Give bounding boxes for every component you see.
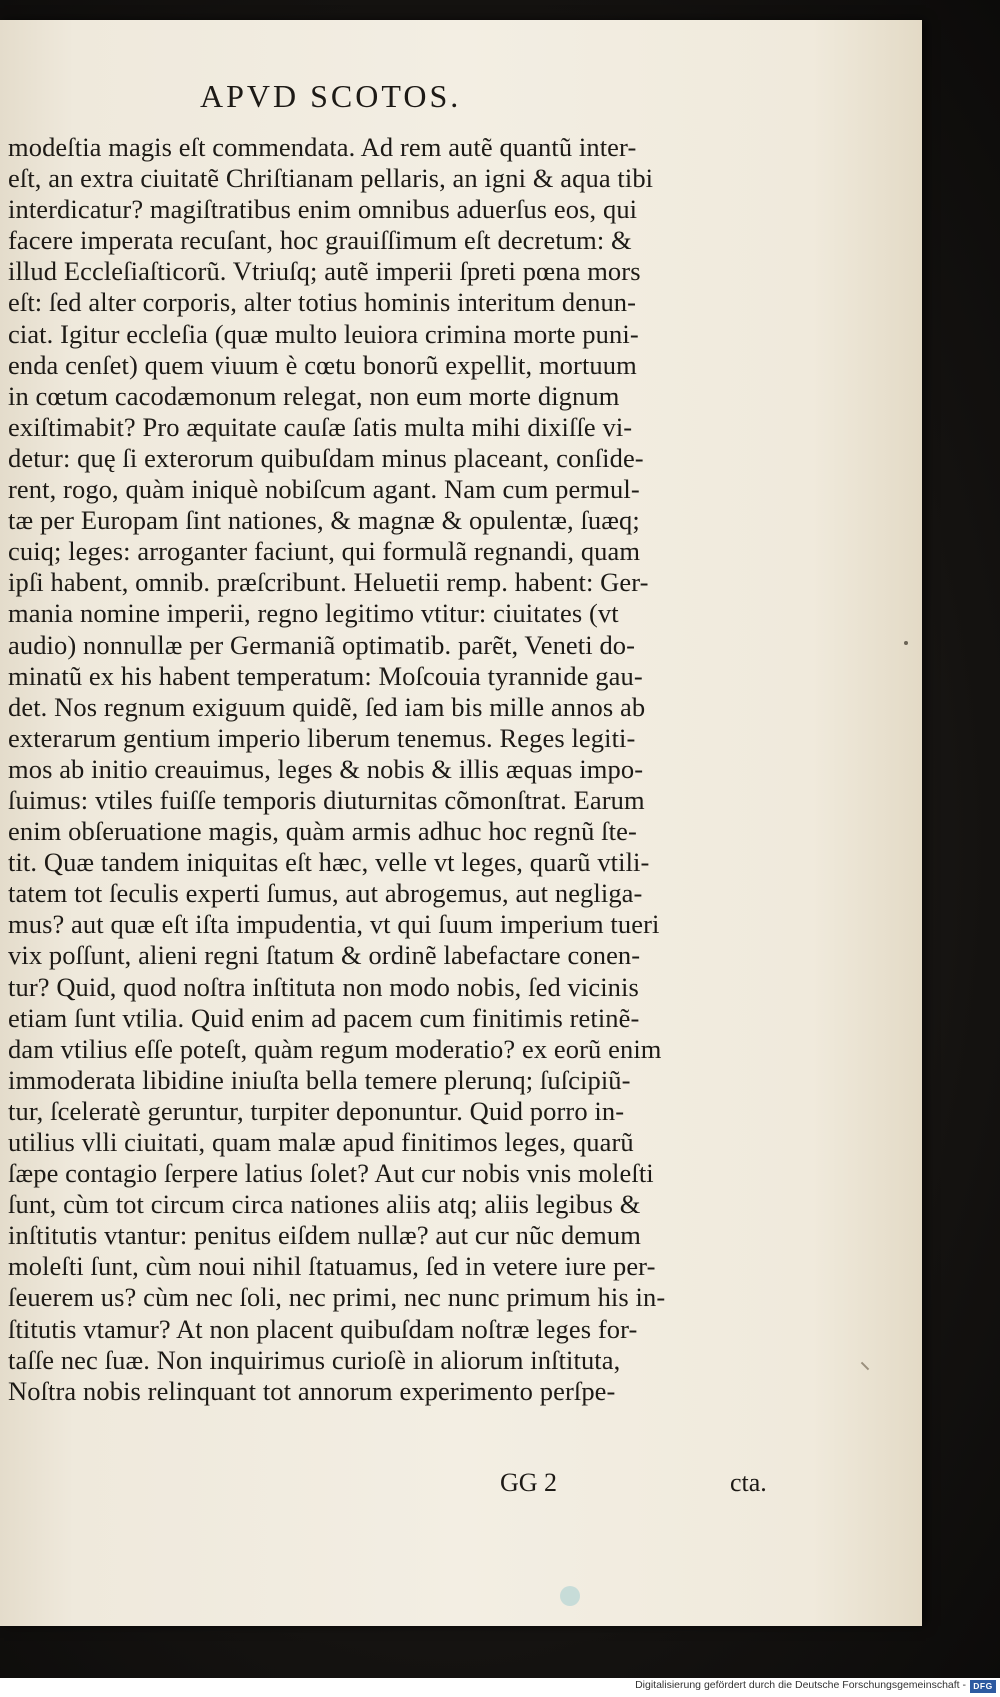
text-line: detur: quę ſi exterorum quibuſdam minus placeant, conſide- (8, 442, 644, 473)
text-line: mos ab initio creauimus, leges & nobis & illis æquas impo- (8, 753, 644, 784)
text-line: det. Nos regnum exiguum quidẽ, ſed iam bis mille annos ab (8, 691, 646, 722)
text-line: facere imperata recuſant, hoc grauiſſimum eſt decretum: & (8, 225, 632, 256)
text-line: tur? Quid, quod noſtra inſtituta non modo nobis, ſed vicinis (8, 971, 639, 1002)
text-line: in cœtum cacodæmonum relegat, non eum morte dignum (8, 380, 620, 411)
text-line: enda cenſet) quem viuum è cœtu bonorũ expellit, mortuum (8, 349, 637, 380)
text-line: etiam ſunt vtilia. Quid enim ad pacem cum finitimis retinẽ- (8, 1002, 640, 1033)
body-text (8, 132, 888, 1407)
text-line: audio) nonnullæ per Germaniã optimatib. parẽt, Veneti do- (8, 629, 636, 660)
text-line: immoderata libidine iniuſta bella temere plerunq; ſuſcipiũ- (8, 1064, 631, 1095)
text-line: tit. Quæ tandem iniquitas eſt hæc, velle vt leges, quarũ vtili- (8, 847, 650, 878)
text-line: exiſtimabit? Pro æquitate cauſæ ſatis multa mihi dixiſſe vi- (8, 411, 633, 442)
text-line: taſſe nec ſuæ. Non inquirimus curioſè in aliorum inſtituta, (8, 1344, 621, 1375)
book-page (0, 20, 922, 1626)
text-line: ſtitutis vtamur? At non placent quibuſdam noſtræ leges for- (8, 1313, 638, 1344)
text-line: moleſti ſunt, cùm noui nihil ſtatuamus, ſed in vetere iure per- (8, 1251, 656, 1282)
text-line: rent, rogo, quàm iniquè nobiſcum agant. Nam cum permul- (8, 474, 640, 505)
text-line: Noſtra nobis relinquant tot annorum experimento perſpe- (8, 1375, 616, 1406)
text-line: ciat. Igitur eccleſia (quæ multo leuiora crimina morte puni- (8, 318, 639, 349)
text-line: eſt: ſed alter corporis, alter totius hominis interitum denun- (8, 287, 637, 318)
text-line: exterarum gentium imperio liberum tenemus. Reges legiti- (8, 722, 636, 753)
footer-credit: Digitalisierung gefördert durch die Deutsche Forschungsgemeinschaft - (635, 1679, 966, 1691)
text-line: tæ per Europam ſint nationes, & magnæ & opulentæ, ſuæq; (8, 505, 640, 536)
text-line: illud Eccleſiaſticorũ. Vtriuſq; autẽ imperii ſpreti pœna mors (8, 256, 641, 287)
text-line: utilius vlli ciuitati, quam malæ apud finitimos leges, quarũ (8, 1127, 634, 1157)
text-line: ſæpe contagio ſerpere latius ſolet? Aut cur nobis vnis moleſti (8, 1158, 654, 1189)
text-line: ſunt, cùm tot circum circa nationes aliis atq; aliis legibus & (8, 1189, 641, 1220)
text-line: vix poſſunt, alieni regni ſtatum & ordinẽ labefactare conen- (8, 940, 641, 971)
dfg-logo-icon: DFG (970, 1680, 996, 1693)
text-line: interdicatur? magiſtratibus enim omnibus aduerſus eos, qui (8, 194, 638, 225)
text-line: ipſi habent, omnib. præſcribunt. Heluetii remp. habent: Ger- (8, 567, 649, 598)
text-line: cuiq; leges: arroganter faciunt, qui formulã regnandi, quam (8, 536, 641, 567)
text-line: tatem tot ſeculis experti ſumus, aut abrogemus, aut negliga- (8, 878, 643, 909)
running-head: APVD SCOTOS. (200, 78, 462, 114)
text-line: modeſtia magis eſt commendata. Ad rem autẽ quantũ inter- (8, 132, 637, 162)
margin-dot (904, 641, 908, 645)
text-line: inſtitutis vtantur: penitus eiſdem nullæ? aut cur nũc demum (8, 1220, 641, 1251)
signature-mark: GG 2 (500, 1468, 558, 1497)
text-line: enim obſeruatione magis, quàm armis adhuc hoc regnũ ſte- (8, 816, 637, 847)
text-line: eſt, an extra ciuitatẽ Chriſtianam pellaris, an igni & aqua tibi (8, 163, 654, 194)
text-line: dam vtilius eſſe poteſt, quàm regum moderatio? ex eorũ enim (8, 1033, 662, 1064)
text-line: minatũ ex his habent temperatum: Moſcouia tyrannide gau- (8, 660, 643, 691)
text-line: tur, ſceleratè geruntur, turpiter deponuntur. Quid porro in- (8, 1095, 625, 1126)
text-line: ſeuerem us? cùm nec ſoli, nec primi, nec nunc primum his in- (8, 1282, 666, 1313)
text-line: mania nomine imperii, regno legitimo vtitur: ciuitates (vt (8, 598, 619, 629)
text-line: ſuimus: vtiles fuiſſe temporis diuturnitas cõmonſtrat. Earum (8, 784, 645, 815)
ink-stain (560, 1586, 580, 1606)
catchword: cta. (730, 1468, 767, 1497)
text-line: mus? aut quæ eſt iſta impudentia, vt qui ſuum imperium tueri (8, 909, 660, 940)
